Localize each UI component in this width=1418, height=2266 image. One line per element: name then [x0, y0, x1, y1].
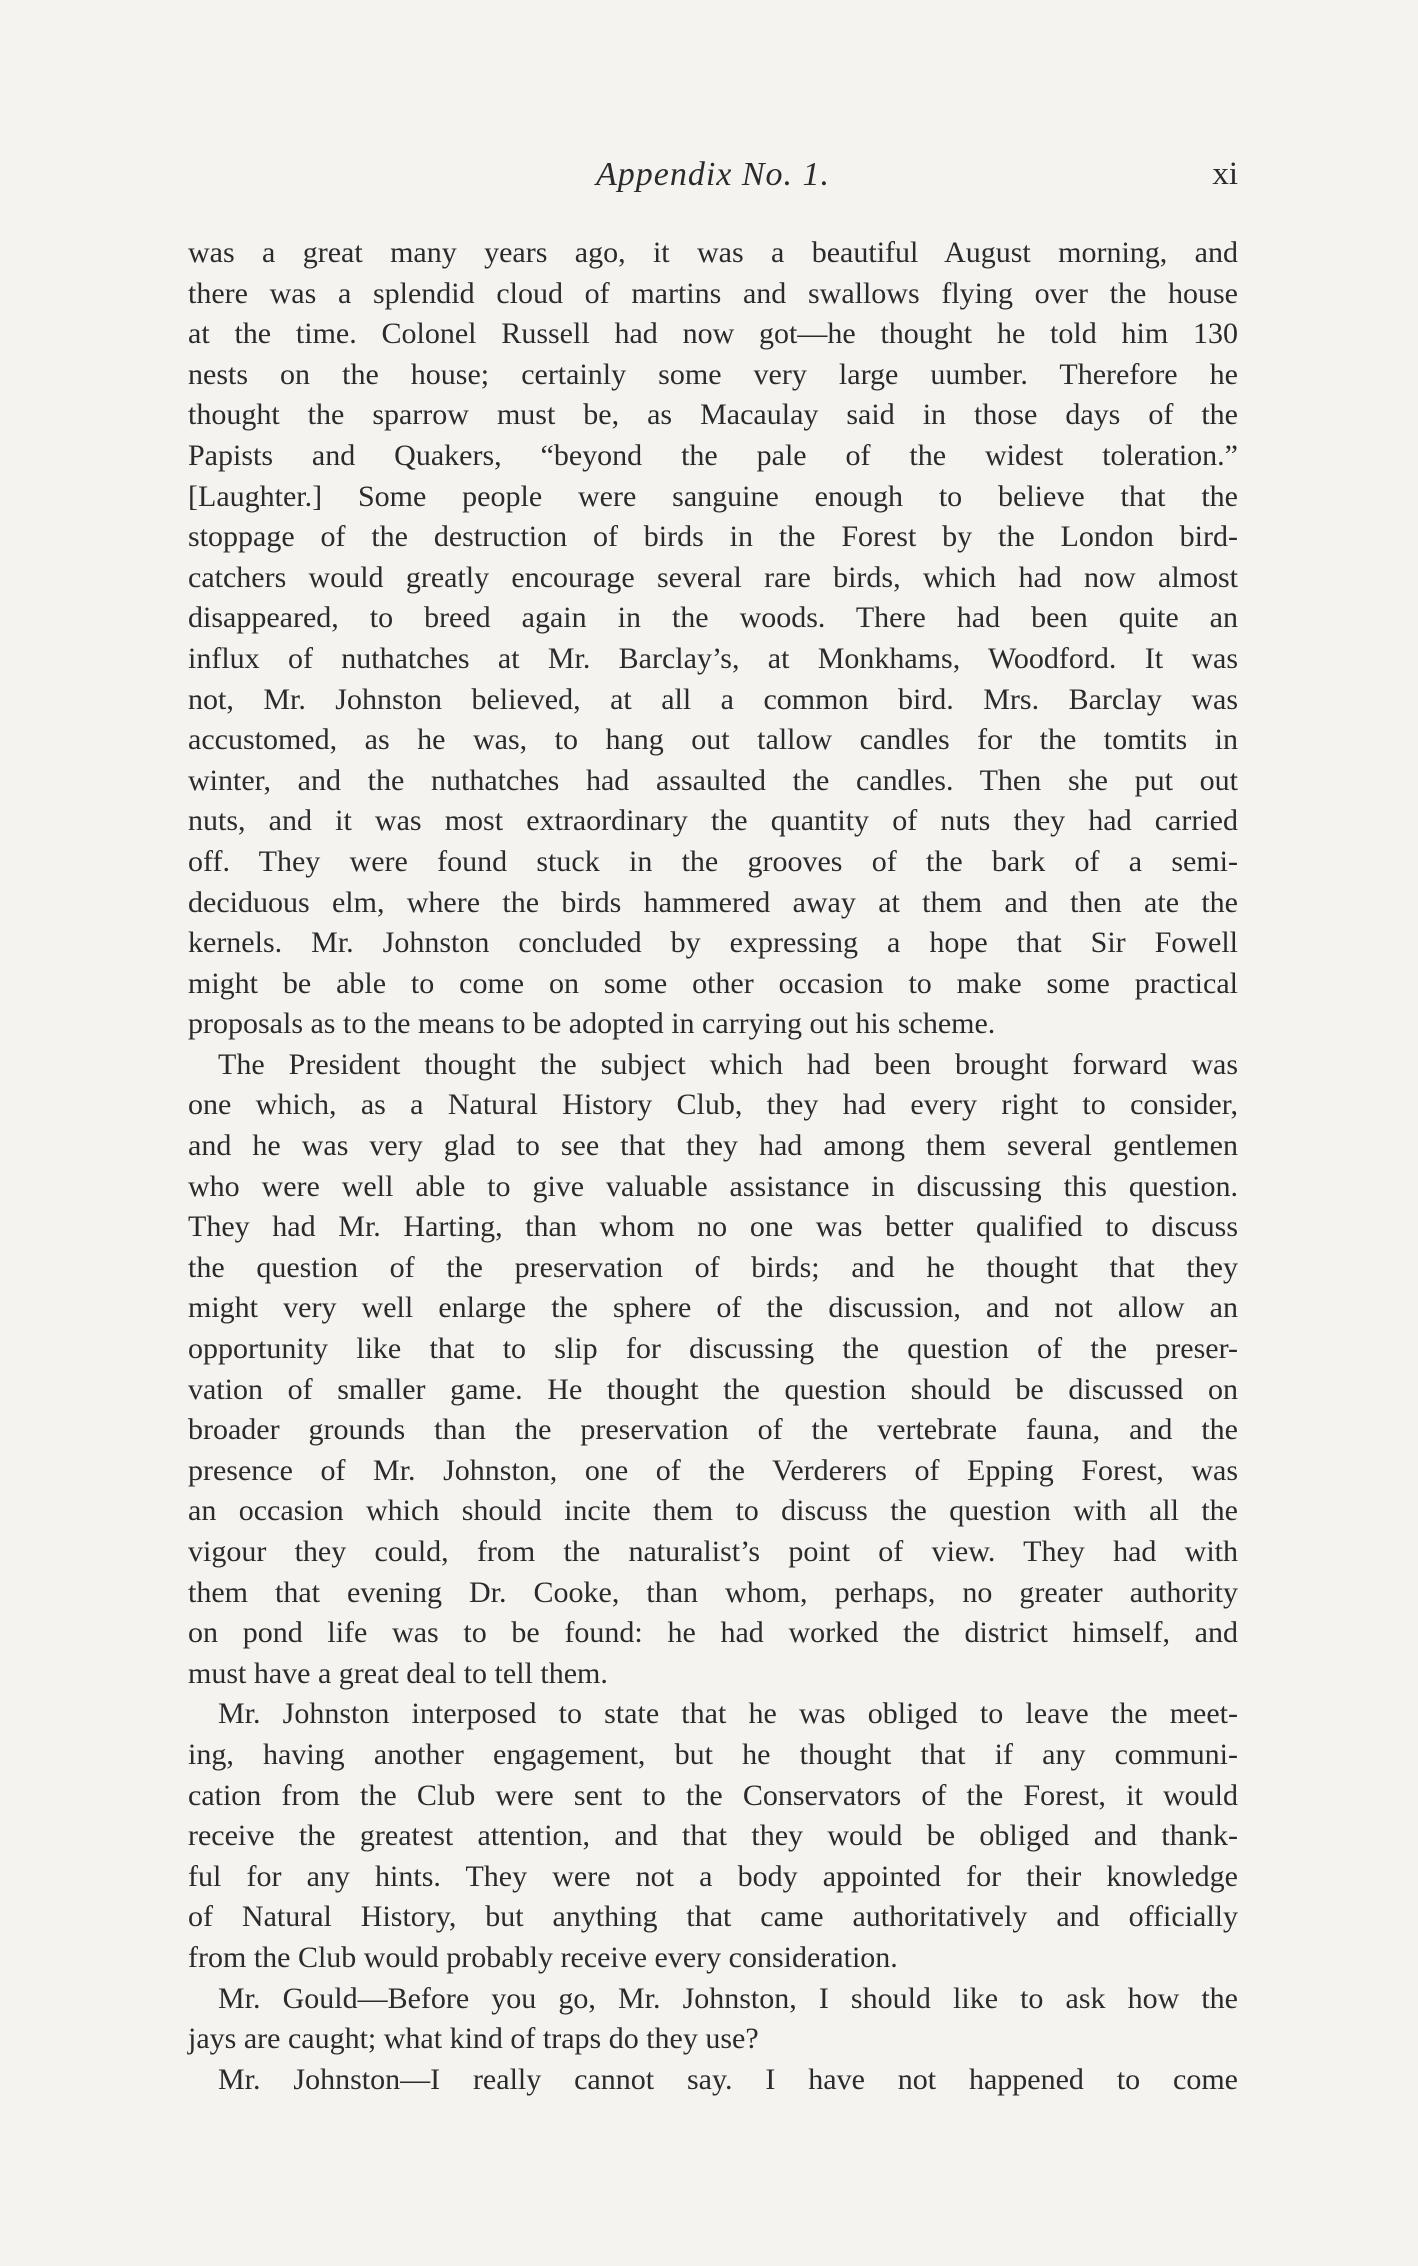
text-line: accustomed, as he was, to hang out tallow candles for the tomtits in: [188, 723, 1238, 757]
text-line: cation from the Club were sent to the Conservators of the Forest, it would: [188, 1778, 1238, 1812]
text-line: kernels. Mr. Johnston concluded by expressing a hope that Sir Fowell: [188, 926, 1238, 960]
text-line: opportunity like that to slip for discussing the question of the preser-: [188, 1332, 1238, 1366]
text-line: vigour they could, from the naturalist’s point of view. They had with: [188, 1535, 1238, 1568]
text-line: who were well able to give valuable assistance in discussing this question.: [188, 1169, 1238, 1203]
text-line: ful for any hints. They were not a body appointed for their knowledge: [188, 1859, 1238, 1893]
text-line: not, Mr. Johnston believed, at all a common bird. Mrs. Barclay was: [188, 682, 1238, 716]
text-line: an occasion which should incite them to discuss the question with all the: [188, 1494, 1238, 1528]
text-line: Mr. Johnston—I really cannot say. I have not happened to come: [218, 2062, 1238, 2096]
text-line: the question of the preservation of birds; and he thought that they: [188, 1250, 1238, 1284]
text-line: might be able to come on some other occasion to make some practical: [188, 966, 1238, 1000]
text-line: off. They were found stuck in the grooves of the bark of a semi-: [188, 844, 1238, 878]
text-line: disappeared, to breed again in the woods. There had been quite an: [188, 601, 1238, 635]
text-line: vation of smaller game. He thought the question should be discussed on: [188, 1372, 1238, 1406]
text-line: The President thought the subject which had been brought forward was: [218, 1047, 1238, 1081]
text-line: presence of Mr. Johnston, one of the Verderers of Epping Forest, was: [188, 1453, 1238, 1487]
text-line: ing, having another engagement, but he thought that if any communi-: [188, 1737, 1238, 1771]
text-line: from the Club would probably receive every consideration.: [188, 1940, 898, 1974]
text-line: [Laughter.] Some people were sanguine enough to believe that the: [188, 479, 1238, 513]
text-line: stoppage of the destruction of birds in the Forest by the London bird-: [188, 520, 1238, 554]
text-line: them that evening Dr. Cooke, than whom, perhaps, no greater authority: [188, 1575, 1238, 1609]
text-line: might very well enlarge the sphere of the discussion, and not allow an: [188, 1291, 1238, 1325]
text-line: nests on the house; certainly some very large uumber. Therefore he: [188, 357, 1238, 391]
text-line: of Natural History, but anything that came authoritatively and officially: [188, 1900, 1238, 1934]
running-title: Appendix No. 1.: [595, 156, 831, 193]
text-line: They had Mr. Harting, than whom no one was better qualified to discuss: [188, 1210, 1238, 1244]
text-line: deciduous elm, where the birds hammered away at them and then ate the: [188, 885, 1238, 919]
text-line: one which, as a Natural History Club, they had every right to consider,: [188, 1088, 1238, 1122]
text-line: thought the sparrow must be, as Macaulay said in those days of the: [188, 398, 1238, 432]
text-line: on pond life was to be found: he had worked the district himself, and: [188, 1616, 1238, 1650]
text-line: receive the greatest attention, and that they would be obliged and thank-: [188, 1819, 1238, 1853]
text-line: proposals as to the means to be adopted in carrying out his scheme.: [188, 1007, 996, 1041]
text-line: there was a splendid cloud of martins and swallows flying over the house: [188, 276, 1238, 310]
text-line: Mr. Gould—Before you go, Mr. Johnston, I should like to ask how the: [218, 1981, 1238, 2015]
text-line: at the time. Colonel Russell had now got—he thought he told him 130: [188, 317, 1238, 351]
text-line: was a great many years ago, it was a beautiful August morning, and: [188, 236, 1238, 269]
text-line: Mr. Johnston interposed to state that he was obliged to leave the meet-: [218, 1697, 1238, 1731]
text-line: influx of nuthatches at Mr. Barclay’s, at Monkhams, Woodford. It was: [188, 641, 1238, 675]
page-number: xi: [1212, 156, 1238, 192]
text-line: jays are caught; what kind of traps do they use?: [188, 2022, 759, 2056]
text-line: and he was very glad to see that they had among them several gentlemen: [188, 1129, 1238, 1163]
text-line: catchers would greatly encourage several rare birds, which had now almost: [188, 560, 1238, 594]
page-header: [188, 156, 1238, 204]
body-text: [188, 233, 1238, 2100]
text-line: nuts, and it was most extraordinary the quantity of nuts they had carried: [188, 804, 1238, 838]
text-line: winter, and the nuthatches had assaulted the candles. Then she put out: [188, 763, 1238, 797]
text-line: Papists and Quakers, “beyond the pale of the widest toleration.”: [188, 438, 1238, 472]
text-line: broader grounds than the preservation of the vertebrate fauna, and the: [188, 1413, 1238, 1447]
text-line: must have a great deal to tell them.: [188, 1656, 608, 1690]
